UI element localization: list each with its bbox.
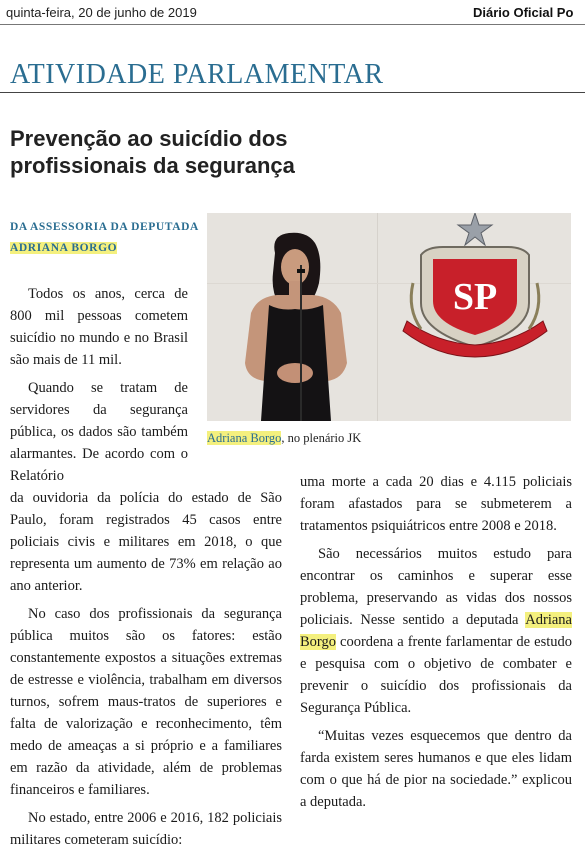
- paragraph: uma morte a cada 20 dias e 4.115 policiais foram afastados para se submeterem a tratamentos psiquiátricos entre 2008 e 2018.: [300, 474, 572, 534]
- page-header: [0, 0, 585, 25]
- paragraph: No caso dos profissionais da segurança pública muitos são os fatores: estão constantemente expostos a situações extremas de estresse e violência, trabalham em diversos turnos, sofrem maus-tratos de superiores e falta de valorização e reconhecimento, têm medo de ameaças a si próprio e a familiares em razão da atividade, além de problemas financeiros e familiares.: [10, 606, 282, 798]
- byline-source: DA ASSESSORIA DA DEPUTADA: [10, 221, 199, 233]
- headline-line-2: profissionais da segurança: [10, 153, 295, 178]
- section-title: ATIVIDADE PARLAMENTAR: [10, 59, 384, 90]
- highlighted-name: Adriana Borgo: [300, 612, 572, 650]
- caption-location: , no plenário JK: [281, 431, 362, 445]
- emblem-text: SP: [452, 276, 498, 318]
- photo-caption: [207, 431, 361, 446]
- paragraph: [300, 543, 572, 719]
- paragraph: da ouvidoria da polícia do estado de São Paulo, foram registrados 45 casos entre policiais civis e militares em 2018, o que representa um aumento de 73% em relação ao ano anterior.: [10, 490, 282, 594]
- issue-date: quinta-feira, 20 de junho de 2019: [6, 5, 197, 20]
- article-column-1-top: [10, 283, 188, 493]
- byline-author: [10, 242, 117, 254]
- article-column-2: [300, 471, 572, 819]
- headline-line-1: Prevenção ao suicídio dos: [10, 126, 288, 151]
- photo-illustration: [207, 213, 571, 421]
- paragraph: No estado, entre 2006 e 2016, 182 policiais militares cometeram suicídio:: [10, 810, 282, 848]
- paragraph: Quando se tratam de servidores da segurança pública, os dados são também alarmantes. De acordo com o Relatório: [10, 380, 188, 484]
- article-column-1-bottom: [10, 487, 282, 857]
- paragraph: Todos os anos, cerca de 800 mil pessoas cometem suicídio no mundo e no Brasil são mais de 11 mil.: [10, 286, 188, 368]
- byline-author-name: ADRIANA BORGO: [10, 242, 118, 254]
- paragraph-text: São necessários muitos estudo para encontrar os caminhos e superar esse problema, preservando as vidas dos nossos policiais. Nesse sentido a deputada: [300, 546, 572, 628]
- publication-name: Diário Oficial Po: [473, 5, 574, 20]
- caption-person-name: Adriana Borgo: [207, 431, 282, 445]
- article-headline: [10, 125, 570, 179]
- article-photo: [207, 213, 571, 421]
- paragraph-text: coordena a frente farlamentar de estudo e pesquisa com o objetivo de combater e prevenir o suicídio dos profissionais da Segurança Pública.: [300, 634, 572, 716]
- section-divider: [0, 92, 585, 93]
- paragraph: “Muitas vezes esquecemos que dentro da farda existem seres humanos e que eles lidam com o que há de pior na sociedade.” explicou a deputada.: [300, 728, 572, 810]
